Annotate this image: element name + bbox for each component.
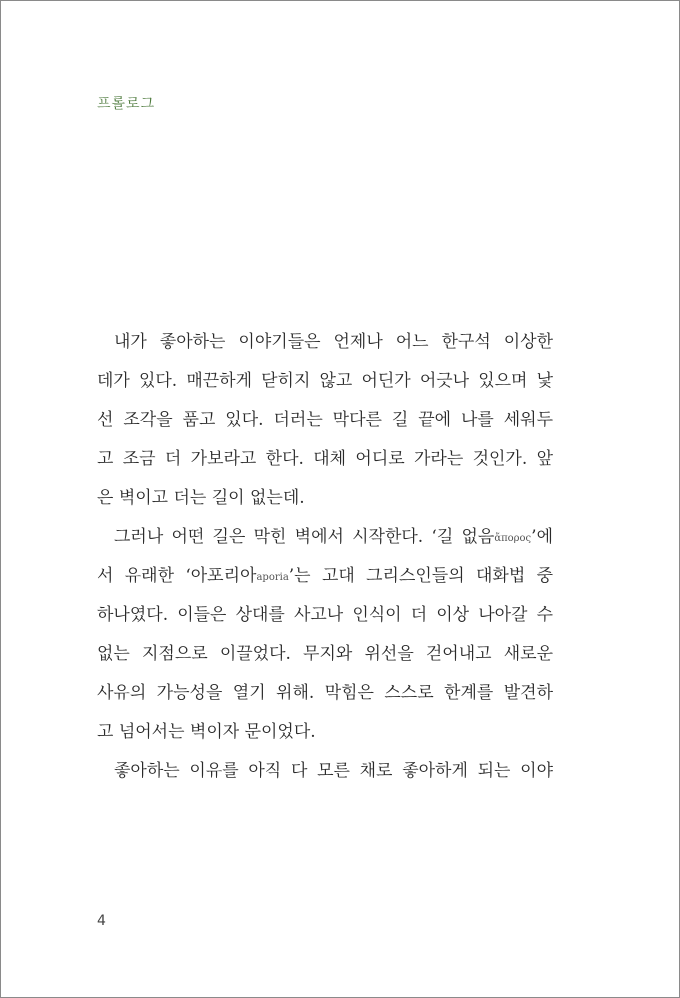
text-line: 내가 좋아하는 이야기들은 언제나 어느 한구석 이상한 (114, 332, 553, 352)
text-line (97, 518, 553, 557)
text-line: 고 넘어서는 벽이자 문이었다. (97, 722, 316, 742)
text-line: 없는 지점으로 이끌었다. 무지와 위선을 걷어내고 새로운 (97, 644, 553, 664)
text-segment: 그러나 어떤 길은 막힌 벽에서 시작한다. ‘길 없음 (114, 527, 495, 547)
text-line: 좋아하는 이유를 아직 다 모른 채로 좋아하게 되는 이야 (114, 761, 553, 781)
text-segment: ’는 고대 그리스인들의 대화법 중 (288, 566, 553, 586)
paragraph-2 (97, 518, 553, 752)
body-text (97, 323, 553, 791)
section-label: 프롤로그 (97, 96, 156, 112)
text-line: 선 조각을 품고 있다. 더러는 막다른 길 끝에 나를 세워두 (97, 410, 553, 430)
text-line: 사유의 가능성을 열기 위해. 막힘은 스스로 한계를 발견하 (97, 683, 553, 703)
paragraph-3 (97, 752, 553, 791)
page-number: 4 (97, 913, 106, 929)
text-line: 은 벽이고 더는 길이 없는데. (97, 488, 305, 508)
text-line (97, 557, 553, 596)
paragraph-1 (97, 323, 553, 518)
latin-gloss: aporia (256, 572, 289, 583)
text-line: 고 조금 더 가보라고 한다. 대체 어디로 가라는 것인가. 앞 (97, 449, 553, 469)
text-line: 하나였다. 이들은 상대를 사고나 인식이 더 이상 나아갈 수 (97, 605, 553, 625)
text-segment: 서 유래한 ‘아포리아 (97, 566, 257, 586)
greek-gloss: ἄπορος (494, 533, 532, 544)
text-line: 데가 있다. 매끈하게 닫히지 않고 어딘가 어긋나 있으며 낯 (97, 371, 553, 391)
text-segment: ’에 (531, 527, 553, 547)
